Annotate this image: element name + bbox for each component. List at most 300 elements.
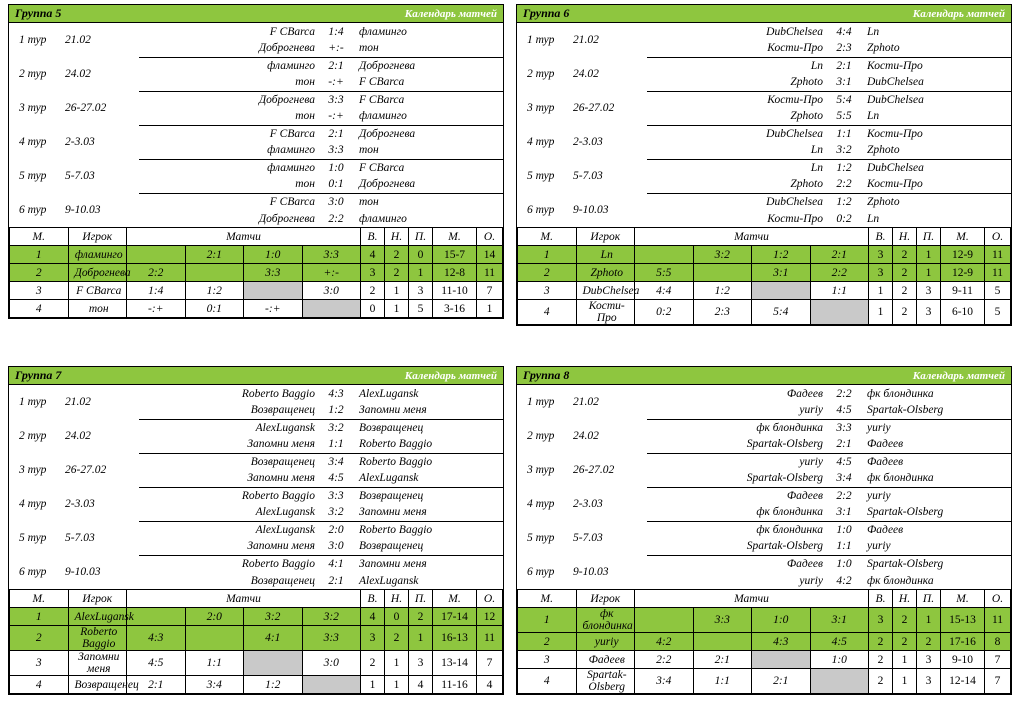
standings-result: 2:2 xyxy=(127,264,186,282)
standings-draws: 1 xyxy=(893,651,917,669)
match-score: 0:1 xyxy=(319,176,353,193)
tour-label: 3 тур xyxy=(19,102,47,114)
schedule-row xyxy=(517,521,1011,538)
match-home: Фадеев xyxy=(786,489,823,502)
standings-result: 0:1 xyxy=(185,300,244,318)
tour-date: 26-27.02 xyxy=(573,464,615,476)
standings-draws: 2 xyxy=(385,626,409,651)
standings-result: 4:5 xyxy=(810,633,869,651)
match-home: yuriy xyxy=(799,574,823,587)
standings-result: 3:3 xyxy=(302,246,361,264)
standings-player: AlexLugansk xyxy=(68,608,127,626)
tour-label: 4 тур xyxy=(527,498,555,510)
header-goals: М. xyxy=(433,590,477,608)
match-away: Фадеев xyxy=(867,523,904,536)
match-score: 4:5 xyxy=(319,470,353,487)
standings-result xyxy=(127,608,186,626)
group-header xyxy=(517,5,1011,23)
tour-date: 9-10.03 xyxy=(65,204,101,216)
standings-points: 7 xyxy=(477,651,503,676)
tour-date: 21.02 xyxy=(573,34,599,46)
tour-date: 21.02 xyxy=(65,34,91,46)
match-away: фк блондинка xyxy=(861,470,1011,487)
standings-wins: 2 xyxy=(869,633,893,651)
match-score: 3:2 xyxy=(827,142,861,159)
standings-player: Spartak-Olsberg xyxy=(576,669,635,694)
header-w: В. xyxy=(869,228,893,246)
header-num: М. xyxy=(518,590,577,608)
standings-result: 1:0 xyxy=(752,608,811,633)
standings-draws: 2 xyxy=(893,282,917,300)
standings-table xyxy=(517,589,1011,694)
standings-draws: 2 xyxy=(893,246,917,264)
schedule-row xyxy=(9,385,503,402)
tour-date: 26-27.02 xyxy=(573,102,615,114)
match-score: 4:4 xyxy=(836,25,852,38)
calendar-label: Календарь матчей xyxy=(404,7,497,20)
standings-position: 4 xyxy=(518,300,577,325)
standings-result: 3:0 xyxy=(302,651,361,676)
match-score: 2:1 xyxy=(328,574,344,587)
standings-points: 1 xyxy=(477,300,503,318)
standings-result xyxy=(810,300,869,325)
match-score: 1:2 xyxy=(836,195,852,208)
standings-draws: 2 xyxy=(893,608,917,633)
header-player: Игрок xyxy=(576,590,635,608)
standings-losses: 4 xyxy=(409,676,433,694)
schedule-row xyxy=(517,159,1011,176)
match-home: Кости-Про xyxy=(767,93,823,106)
standings-result: 4:1 xyxy=(244,626,303,651)
schedule-row xyxy=(9,125,503,142)
standings-result: 2:1 xyxy=(693,651,752,669)
schedule-row xyxy=(9,159,503,176)
match-home: Ln xyxy=(647,142,827,159)
match-home: Возвращенец xyxy=(250,455,315,468)
standings-player: F CBarca xyxy=(68,282,127,300)
standings-row xyxy=(518,669,1011,694)
standings-wins: 2 xyxy=(361,651,385,676)
match-away: Кости-Про xyxy=(867,127,923,140)
tour-date: 24.02 xyxy=(65,430,91,442)
match-home: тон xyxy=(139,108,319,125)
match-away: DubChelsea xyxy=(867,161,924,174)
header-d: Н. xyxy=(893,590,917,608)
standings-draws: 1 xyxy=(893,669,917,694)
standings-player: DubChelsea xyxy=(576,282,635,300)
match-home: Spartak-Olsberg xyxy=(647,470,827,487)
standings-position: 3 xyxy=(518,282,577,300)
standings-wins: 0 xyxy=(361,300,385,318)
match-home: Кости-Про xyxy=(647,40,827,57)
standings-result xyxy=(635,246,694,264)
standings-result xyxy=(302,300,361,318)
match-away: AlexLugansk xyxy=(353,470,503,487)
match-home: Доброгнева xyxy=(258,93,315,106)
tour-label: 5 тур xyxy=(527,532,555,544)
match-home: фламинго xyxy=(139,142,319,159)
standings-wins: 3 xyxy=(869,608,893,633)
schedule-row xyxy=(517,193,1011,210)
calendar-label: Календарь матчей xyxy=(912,7,1005,20)
match-away: F CBarca xyxy=(359,93,405,106)
standings-draws: 2 xyxy=(893,300,917,325)
match-home: Доброгнева xyxy=(139,40,319,57)
match-score: 2:1 xyxy=(328,127,344,140)
standings-points: 11 xyxy=(477,264,503,282)
schedule-row xyxy=(517,487,1011,504)
tour-date: 9-10.03 xyxy=(65,566,101,578)
standings-player: Фадеев xyxy=(576,651,635,669)
match-home: AlexLugansk xyxy=(255,523,315,536)
standings-row xyxy=(10,246,503,264)
standings-row xyxy=(518,264,1011,282)
match-score: 2:2 xyxy=(827,176,861,193)
standings-result xyxy=(752,651,811,669)
standings-losses: 5 xyxy=(409,300,433,318)
standings-goals: 12-14 xyxy=(941,669,985,694)
match-score: 2:2 xyxy=(836,387,852,400)
tour-label: 1 тур xyxy=(527,34,555,46)
match-away: тон xyxy=(359,195,379,208)
tour-label: 3 тур xyxy=(527,102,555,114)
match-away: Доброгнева xyxy=(359,127,416,140)
standings-draws: 1 xyxy=(385,676,409,694)
schedule-row xyxy=(9,23,503,40)
standings-losses: 1 xyxy=(409,264,433,282)
match-home: Ln xyxy=(810,59,823,72)
match-away: Кости-Про xyxy=(867,59,923,72)
standings-wins: 2 xyxy=(869,651,893,669)
header-points: О. xyxy=(985,590,1011,608)
match-score: 1:1 xyxy=(319,436,353,453)
group-header xyxy=(9,367,503,385)
match-score: 3:3 xyxy=(836,421,852,434)
match-score: 5:5 xyxy=(827,108,861,125)
standings-result: 2:1 xyxy=(810,246,869,264)
match-away: Spartak-Olsberg xyxy=(867,557,944,570)
standings-draws: 2 xyxy=(385,246,409,264)
standings-table xyxy=(9,227,503,318)
match-away: F CBarca xyxy=(359,161,405,174)
tour-date: 5-7.03 xyxy=(65,170,95,182)
standings-result: 1:2 xyxy=(185,282,244,300)
group-block-7 xyxy=(8,366,504,695)
match-away: Запомни меня xyxy=(353,402,503,419)
standings-header-row xyxy=(10,228,503,246)
match-score: 5:4 xyxy=(836,93,852,106)
schedule-row xyxy=(517,385,1011,402)
tour-date: 24.02 xyxy=(65,68,91,80)
standings-points: 14 xyxy=(477,246,503,264)
schedule-row xyxy=(517,419,1011,436)
standings-result: 2:2 xyxy=(635,651,694,669)
tour-label: 1 тур xyxy=(19,34,47,46)
schedule-table xyxy=(517,23,1011,227)
match-home: Spartak-Olsberg xyxy=(647,436,827,453)
tour-date: 2-3.03 xyxy=(65,498,95,510)
tour-date: 5-7.03 xyxy=(65,532,95,544)
match-score: 1:1 xyxy=(836,127,852,140)
standings-row xyxy=(10,651,503,676)
match-score: 1:2 xyxy=(319,402,353,419)
schedule-row xyxy=(517,453,1011,470)
standings-result: 5:4 xyxy=(752,300,811,325)
match-home: Запомни меня xyxy=(139,436,319,453)
standings-losses: 2 xyxy=(409,608,433,626)
standings-losses: 3 xyxy=(409,282,433,300)
match-score: 3:3 xyxy=(328,93,344,106)
standings-position: 3 xyxy=(10,282,69,300)
match-score: 1:0 xyxy=(836,523,852,536)
tour-date: 2-3.03 xyxy=(573,136,603,148)
standings-result: 1:2 xyxy=(244,676,303,694)
match-score: 3:1 xyxy=(827,74,861,91)
match-away: фк блондинка xyxy=(867,574,934,587)
match-score: -:+ xyxy=(319,108,353,125)
match-away: AlexLugansk xyxy=(359,574,419,587)
standings-losses: 0 xyxy=(409,246,433,264)
header-l: П. xyxy=(409,590,433,608)
tour-date: 2-3.03 xyxy=(65,136,95,148)
standings-result xyxy=(635,608,694,633)
match-score: 0:2 xyxy=(836,212,852,225)
match-home: тон xyxy=(139,74,319,91)
tour-date: 24.02 xyxy=(573,68,599,80)
match-home: Ln xyxy=(810,161,823,174)
tour-label: 6 тур xyxy=(527,566,555,578)
match-away: Zphoto xyxy=(861,142,1011,159)
header-goals: М. xyxy=(941,590,985,608)
match-home: Запомни меня xyxy=(139,538,319,555)
match-home: Roberto Baggio xyxy=(241,489,315,502)
match-home: фламинго xyxy=(267,59,315,72)
tour-label: 4 тур xyxy=(19,136,47,148)
match-score: -:+ xyxy=(319,74,353,91)
group-header xyxy=(9,5,503,23)
match-score: 2:1 xyxy=(827,436,861,453)
standings-losses: 3 xyxy=(917,300,941,325)
standings-result: 2:2 xyxy=(810,264,869,282)
match-home: Spartak-Olsberg xyxy=(647,538,827,555)
standings-header-row xyxy=(10,590,503,608)
standings-goals: 12-8 xyxy=(433,264,477,282)
group-block-8 xyxy=(516,366,1012,695)
match-home: yuriy xyxy=(799,455,823,468)
match-score: 2:1 xyxy=(836,59,852,72)
tour-label: 5 тур xyxy=(527,170,555,182)
group-block-5 xyxy=(8,4,504,319)
header-player: Игрок xyxy=(68,590,127,608)
standings-points: 11 xyxy=(985,608,1011,633)
match-home: Возвращенец xyxy=(139,402,319,419)
standings-losses: 3 xyxy=(917,669,941,694)
header-matches: Матчи xyxy=(127,590,361,608)
standings-points: 11 xyxy=(985,264,1011,282)
standings-position: 3 xyxy=(518,651,577,669)
standings-losses: 3 xyxy=(917,651,941,669)
standings-points: 7 xyxy=(477,282,503,300)
standings-player: Доброгнева xyxy=(68,264,127,282)
tour-label: 5 тур xyxy=(19,170,47,182)
standings-result xyxy=(752,282,811,300)
tour-label: 5 тур xyxy=(19,532,47,544)
tour-date: 26-27.02 xyxy=(65,464,107,476)
match-away: Spartak-Olsberg xyxy=(861,504,1011,521)
match-home: фк блондинка xyxy=(647,504,827,521)
standings-row xyxy=(10,676,503,694)
match-home: F CBarca xyxy=(269,25,315,38)
match-away: Zphoto xyxy=(861,40,1011,57)
standings-player: Roberto Baggio xyxy=(68,626,127,651)
group-title: Группа 5 xyxy=(15,6,62,20)
standings-player: Запомни меня xyxy=(68,651,127,676)
header-d: Н. xyxy=(893,228,917,246)
header-goals: М. xyxy=(941,228,985,246)
calendar-label: Календарь матчей xyxy=(404,369,497,382)
standings-result: 5:5 xyxy=(635,264,694,282)
standings-draws: 2 xyxy=(893,633,917,651)
standings-position: 1 xyxy=(518,246,577,264)
match-away: Возвращенец xyxy=(353,538,503,555)
standings-player: тон xyxy=(68,300,127,318)
match-away: Возвращенец xyxy=(359,421,424,434)
standings-result: 3:4 xyxy=(185,676,244,694)
group-block-6 xyxy=(516,4,1012,326)
match-score: 3:3 xyxy=(319,142,353,159)
standings-position: 2 xyxy=(10,626,69,651)
standings-points: 11 xyxy=(477,626,503,651)
match-score: 3:0 xyxy=(319,538,353,555)
match-score: 1:4 xyxy=(328,25,344,38)
schedule-row xyxy=(517,555,1011,572)
match-home: AlexLugansk xyxy=(139,504,319,521)
standings-position: 2 xyxy=(518,264,577,282)
standings-wins: 3 xyxy=(361,626,385,651)
header-player: Игрок xyxy=(576,228,635,246)
match-home: DubChelsea xyxy=(766,25,823,38)
tour-date: 24.02 xyxy=(573,430,599,442)
standings-points: 5 xyxy=(985,282,1011,300)
schedule-row xyxy=(9,453,503,470)
header-num: М. xyxy=(10,228,69,246)
standings-result: 4:5 xyxy=(127,651,186,676)
tour-date: 26-27.02 xyxy=(65,102,107,114)
standings-result: 1:2 xyxy=(752,246,811,264)
header-matches: Матчи xyxy=(127,228,361,246)
header-goals: М. xyxy=(433,228,477,246)
standings-points: 5 xyxy=(985,300,1011,325)
tour-label: 3 тур xyxy=(19,464,47,476)
standings-draws: 2 xyxy=(385,264,409,282)
match-home: Zphoto xyxy=(647,108,827,125)
standings-result xyxy=(244,651,303,676)
match-away: фламинго xyxy=(359,212,407,225)
standings-goals: 13-14 xyxy=(433,651,477,676)
tour-label: 3 тур xyxy=(527,464,555,476)
header-matches: Матчи xyxy=(635,590,869,608)
standings-result xyxy=(693,633,752,651)
match-score: 4:2 xyxy=(836,574,852,587)
standings-goals: 11-16 xyxy=(433,676,477,694)
standings-result: 2:3 xyxy=(693,300,752,325)
standings-goals: 11-10 xyxy=(433,282,477,300)
match-home: Roberto Baggio xyxy=(241,557,315,570)
standings-player: фламинго xyxy=(68,246,127,264)
match-home: DubChelsea xyxy=(766,195,823,208)
match-away: Ln xyxy=(867,25,880,38)
standings-position: 1 xyxy=(518,608,577,633)
schedule-row xyxy=(9,487,503,504)
match-home: Кости-Про xyxy=(767,212,823,225)
match-score: 3:2 xyxy=(328,421,344,434)
match-score: 4:5 xyxy=(827,402,861,419)
standings-row xyxy=(518,608,1011,633)
standings-result: 4:4 xyxy=(635,282,694,300)
schedule-row xyxy=(9,419,503,436)
match-away: Фадеев xyxy=(867,455,904,468)
tour-label: 6 тур xyxy=(527,204,555,216)
tour-date: 2-3.03 xyxy=(573,498,603,510)
standings-row xyxy=(518,246,1011,264)
tour-date: 9-10.03 xyxy=(573,204,609,216)
header-num: М. xyxy=(518,228,577,246)
match-away: Запомни меня xyxy=(359,557,427,570)
match-away: Roberto Baggio xyxy=(359,455,433,468)
standings-result: +:- xyxy=(302,264,361,282)
match-score: 3:4 xyxy=(328,455,344,468)
header-w: В. xyxy=(869,590,893,608)
match-away: F CBarca xyxy=(353,74,503,91)
match-score: 2:2 xyxy=(328,212,344,225)
standings-table xyxy=(9,589,503,694)
standings-losses: 1 xyxy=(917,264,941,282)
match-away: Roberto Baggio xyxy=(353,436,503,453)
standings-result: -:+ xyxy=(244,300,303,318)
match-away: Zphoto xyxy=(867,195,900,208)
match-home: фк блондинка xyxy=(756,523,823,536)
standings-player: Zphoto xyxy=(576,264,635,282)
schedule-table xyxy=(9,23,503,227)
match-away: Доброгнева xyxy=(353,176,503,193)
tour-date: 9-10.03 xyxy=(573,566,609,578)
tour-label: 1 тур xyxy=(19,396,47,408)
standings-player: yuriy xyxy=(576,633,635,651)
header-player: Игрок xyxy=(68,228,127,246)
standings-losses: 3 xyxy=(409,651,433,676)
schedule-row xyxy=(9,521,503,538)
schedule-row xyxy=(517,57,1011,74)
schedule-row xyxy=(9,57,503,74)
standings-result: 3:0 xyxy=(302,282,361,300)
match-home: yuriy xyxy=(647,402,827,419)
match-away: yuriy xyxy=(861,538,1011,555)
match-score: 4:5 xyxy=(836,455,852,468)
match-score: 3:1 xyxy=(827,504,861,521)
match-home: DubChelsea xyxy=(766,127,823,140)
match-away: Roberto Baggio xyxy=(359,523,433,536)
standings-goals: 15-13 xyxy=(941,608,985,633)
standings-result: 3:3 xyxy=(302,626,361,651)
header-points: О. xyxy=(477,590,503,608)
match-score: 3:4 xyxy=(827,470,861,487)
header-d: Н. xyxy=(385,590,409,608)
group-title: Группа 8 xyxy=(523,368,570,382)
standings-player: фк блондинка xyxy=(576,608,635,633)
standings-position: 4 xyxy=(10,300,69,318)
match-away: yuriy xyxy=(867,489,891,502)
match-away: Кости-Про xyxy=(861,176,1011,193)
